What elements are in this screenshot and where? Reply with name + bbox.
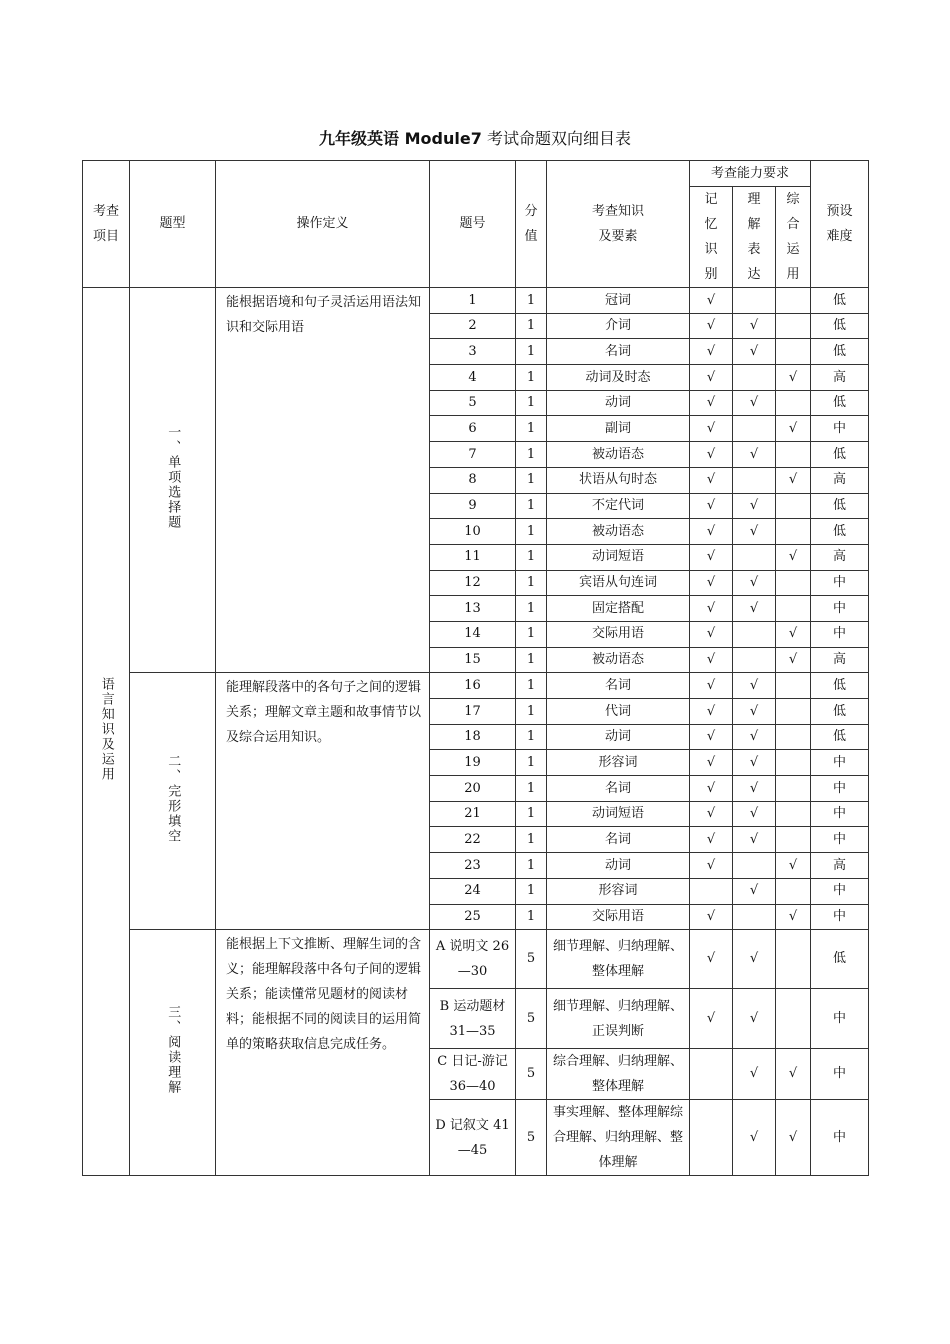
check-memory bbox=[690, 878, 733, 904]
check-apply bbox=[776, 724, 811, 750]
question-number: 18 bbox=[430, 724, 516, 750]
difficulty-value: 中 bbox=[811, 827, 869, 853]
difficulty-value: 中 bbox=[811, 904, 869, 930]
question-number: 10 bbox=[430, 519, 516, 545]
score-value: 1 bbox=[516, 442, 547, 468]
check-apply bbox=[776, 673, 811, 699]
check-understand: √ bbox=[733, 339, 776, 365]
knowledge-point: 形容词 bbox=[547, 750, 690, 776]
knowledge-point: 细节理解、归纳理解、正误判断 bbox=[547, 989, 690, 1049]
difficulty-value: 中 bbox=[811, 878, 869, 904]
knowledge-point: 名词 bbox=[547, 339, 690, 365]
score-value: 1 bbox=[516, 699, 547, 725]
question-number: 8 bbox=[430, 467, 516, 493]
score-value: 1 bbox=[516, 467, 547, 493]
check-memory: √ bbox=[690, 596, 733, 622]
question-number: 3 bbox=[430, 339, 516, 365]
difficulty-value: 中 bbox=[811, 596, 869, 622]
knowledge-point: 被动语态 bbox=[547, 519, 690, 545]
score-value: 5 bbox=[516, 930, 547, 989]
check-memory: √ bbox=[690, 801, 733, 827]
question-number: B 运动题材 31—35 bbox=[430, 989, 516, 1049]
question-number: 1 bbox=[430, 288, 516, 314]
check-understand: √ bbox=[733, 1049, 776, 1100]
check-memory: √ bbox=[690, 724, 733, 750]
knowledge-point: 交际用语 bbox=[547, 904, 690, 930]
check-apply bbox=[776, 989, 811, 1049]
check-memory: √ bbox=[690, 416, 733, 442]
check-understand bbox=[733, 365, 776, 391]
knowledge-point: 动词及时态 bbox=[547, 365, 690, 391]
knowledge-point: 名词 bbox=[547, 673, 690, 699]
knowledge-point: 综合理解、归纳理解、整体理解 bbox=[547, 1049, 690, 1100]
check-apply bbox=[776, 288, 811, 314]
check-apply bbox=[776, 699, 811, 725]
header-ability: 考查能力要求 bbox=[690, 161, 811, 187]
question-number: D 记叙文 41—45 bbox=[430, 1100, 516, 1176]
difficulty-value: 低 bbox=[811, 699, 869, 725]
check-understand: √ bbox=[733, 442, 776, 468]
knowledge-point: 动词短语 bbox=[547, 544, 690, 570]
category-cell: 语言知识及运用 bbox=[83, 288, 130, 1176]
check-memory: √ bbox=[690, 339, 733, 365]
check-apply: √ bbox=[776, 544, 811, 570]
score-value: 1 bbox=[516, 647, 547, 673]
knowledge-point: 状语从句时态 bbox=[547, 467, 690, 493]
difficulty-value: 低 bbox=[811, 288, 869, 314]
score-value: 1 bbox=[516, 390, 547, 416]
score-value: 1 bbox=[516, 724, 547, 750]
check-memory: √ bbox=[690, 390, 733, 416]
check-apply: √ bbox=[776, 416, 811, 442]
check-memory: √ bbox=[690, 699, 733, 725]
table-row bbox=[83, 930, 869, 989]
difficulty-value: 低 bbox=[811, 390, 869, 416]
check-memory: √ bbox=[690, 776, 733, 802]
check-understand: √ bbox=[733, 313, 776, 339]
check-memory: √ bbox=[690, 827, 733, 853]
difficulty-value: 低 bbox=[811, 313, 869, 339]
check-memory: √ bbox=[690, 989, 733, 1049]
check-memory: √ bbox=[690, 544, 733, 570]
check-apply: √ bbox=[776, 1049, 811, 1100]
score-value: 1 bbox=[516, 519, 547, 545]
check-apply bbox=[776, 519, 811, 545]
knowledge-point: 被动语态 bbox=[547, 647, 690, 673]
knowledge-point: 动词 bbox=[547, 390, 690, 416]
knowledge-point: 不定代词 bbox=[547, 493, 690, 519]
knowledge-point: 动词短语 bbox=[547, 801, 690, 827]
header-qnum: 题号 bbox=[430, 161, 516, 288]
knowledge-point: 宾语从句连词 bbox=[547, 570, 690, 596]
page-title bbox=[0, 126, 950, 149]
difficulty-value: 中 bbox=[811, 750, 869, 776]
check-memory: √ bbox=[690, 570, 733, 596]
check-understand: √ bbox=[733, 390, 776, 416]
question-number: 12 bbox=[430, 570, 516, 596]
score-value: 1 bbox=[516, 570, 547, 596]
check-apply bbox=[776, 339, 811, 365]
check-understand bbox=[733, 853, 776, 879]
difficulty-value: 中 bbox=[811, 1049, 869, 1100]
check-memory: √ bbox=[690, 365, 733, 391]
check-memory: √ bbox=[690, 750, 733, 776]
difficulty-value: 低 bbox=[811, 442, 869, 468]
score-value: 1 bbox=[516, 416, 547, 442]
difficulty-value: 中 bbox=[811, 570, 869, 596]
check-apply bbox=[776, 570, 811, 596]
knowledge-point: 名词 bbox=[547, 776, 690, 802]
check-apply: √ bbox=[776, 647, 811, 673]
knowledge-point: 形容词 bbox=[547, 878, 690, 904]
check-memory: √ bbox=[690, 621, 733, 647]
check-memory: √ bbox=[690, 930, 733, 989]
question-number: A 说明文 26—30 bbox=[430, 930, 516, 989]
difficulty-value: 中 bbox=[811, 776, 869, 802]
check-apply: √ bbox=[776, 853, 811, 879]
check-memory: √ bbox=[690, 493, 733, 519]
question-number: 25 bbox=[430, 904, 516, 930]
check-memory: √ bbox=[690, 313, 733, 339]
difficulty-value: 低 bbox=[811, 519, 869, 545]
question-number: 20 bbox=[430, 776, 516, 802]
check-apply bbox=[776, 390, 811, 416]
score-value: 5 bbox=[516, 1049, 547, 1100]
knowledge-point: 被动语态 bbox=[547, 442, 690, 468]
question-number: 19 bbox=[430, 750, 516, 776]
difficulty-value: 低 bbox=[811, 673, 869, 699]
check-understand: √ bbox=[733, 989, 776, 1049]
check-apply bbox=[776, 442, 811, 468]
check-understand bbox=[733, 288, 776, 314]
check-understand bbox=[733, 647, 776, 673]
header-item: 考查项目 bbox=[83, 161, 130, 288]
check-apply: √ bbox=[776, 365, 811, 391]
check-understand: √ bbox=[733, 596, 776, 622]
question-number: C 日记-游记 36—40 bbox=[430, 1049, 516, 1100]
question-number: 5 bbox=[430, 390, 516, 416]
knowledge-point: 代词 bbox=[547, 699, 690, 725]
check-memory: √ bbox=[690, 442, 733, 468]
question-number: 4 bbox=[430, 365, 516, 391]
check-understand: √ bbox=[733, 930, 776, 989]
check-understand: √ bbox=[733, 878, 776, 904]
difficulty-value: 高 bbox=[811, 647, 869, 673]
check-understand: √ bbox=[733, 570, 776, 596]
knowledge-point: 交际用语 bbox=[547, 621, 690, 647]
check-understand bbox=[733, 904, 776, 930]
difficulty-value: 中 bbox=[811, 1100, 869, 1176]
knowledge-point: 冠词 bbox=[547, 288, 690, 314]
question-number: 14 bbox=[430, 621, 516, 647]
difficulty-value: 中 bbox=[811, 989, 869, 1049]
question-number: 13 bbox=[430, 596, 516, 622]
check-apply bbox=[776, 313, 811, 339]
question-number: 9 bbox=[430, 493, 516, 519]
knowledge-point: 动词 bbox=[547, 724, 690, 750]
difficulty-value: 中 bbox=[811, 621, 869, 647]
knowledge-point: 名词 bbox=[547, 827, 690, 853]
score-value: 1 bbox=[516, 801, 547, 827]
check-apply bbox=[776, 827, 811, 853]
check-understand bbox=[733, 467, 776, 493]
section-type: 三、阅读理解 bbox=[130, 930, 216, 1176]
difficulty-value: 高 bbox=[811, 544, 869, 570]
check-understand: √ bbox=[733, 1100, 776, 1176]
score-value: 1 bbox=[516, 750, 547, 776]
difficulty-value: 高 bbox=[811, 365, 869, 391]
check-understand: √ bbox=[733, 750, 776, 776]
header-score: 分值 bbox=[516, 161, 547, 288]
knowledge-point: 介词 bbox=[547, 313, 690, 339]
question-number: 22 bbox=[430, 827, 516, 853]
score-value: 1 bbox=[516, 313, 547, 339]
check-understand: √ bbox=[733, 827, 776, 853]
score-value: 1 bbox=[516, 544, 547, 570]
score-value: 1 bbox=[516, 596, 547, 622]
knowledge-point: 细节理解、归纳理解、整体理解 bbox=[547, 930, 690, 989]
difficulty-value: 中 bbox=[811, 416, 869, 442]
score-value: 5 bbox=[516, 1100, 547, 1176]
score-value: 1 bbox=[516, 853, 547, 879]
question-number: 17 bbox=[430, 699, 516, 725]
score-value: 1 bbox=[516, 673, 547, 699]
table-row bbox=[83, 288, 869, 314]
question-number: 21 bbox=[430, 801, 516, 827]
check-understand: √ bbox=[733, 776, 776, 802]
title-rest: 考试命题双向细目表 bbox=[486, 129, 631, 148]
check-understand bbox=[733, 544, 776, 570]
difficulty-value: 低 bbox=[811, 724, 869, 750]
header-knowledge: 考查知识及要素 bbox=[547, 161, 690, 288]
check-memory: √ bbox=[690, 673, 733, 699]
knowledge-point: 动词 bbox=[547, 853, 690, 879]
check-apply bbox=[776, 750, 811, 776]
check-memory: √ bbox=[690, 904, 733, 930]
check-apply bbox=[776, 776, 811, 802]
header-understand: 理解表达 bbox=[733, 187, 776, 288]
score-value: 1 bbox=[516, 339, 547, 365]
check-memory: √ bbox=[690, 647, 733, 673]
check-understand: √ bbox=[733, 699, 776, 725]
score-value: 1 bbox=[516, 365, 547, 391]
question-number: 11 bbox=[430, 544, 516, 570]
check-memory: √ bbox=[690, 853, 733, 879]
section-definition: 能根据语境和句子灵活运用语法知识和交际用语 bbox=[216, 288, 430, 673]
check-apply bbox=[776, 930, 811, 989]
difficulty-value: 低 bbox=[811, 339, 869, 365]
question-number: 6 bbox=[430, 416, 516, 442]
score-value: 1 bbox=[516, 493, 547, 519]
question-number: 24 bbox=[430, 878, 516, 904]
header-apply: 综合运用 bbox=[776, 187, 811, 288]
question-number: 7 bbox=[430, 442, 516, 468]
check-memory bbox=[690, 1049, 733, 1100]
check-understand: √ bbox=[733, 519, 776, 545]
difficulty-value: 低 bbox=[811, 493, 869, 519]
difficulty-value: 高 bbox=[811, 467, 869, 493]
check-understand: √ bbox=[733, 801, 776, 827]
question-number: 16 bbox=[430, 673, 516, 699]
section-type: 一、单项选择题 bbox=[130, 288, 216, 673]
table-row bbox=[83, 673, 869, 699]
check-understand: √ bbox=[733, 493, 776, 519]
check-understand bbox=[733, 621, 776, 647]
score-value: 1 bbox=[516, 621, 547, 647]
score-value: 1 bbox=[516, 878, 547, 904]
check-memory: √ bbox=[690, 519, 733, 545]
header-difficulty: 预设难度 bbox=[811, 161, 869, 288]
section-definition: 能根据上下文推断、理解生词的含义；能理解段落中各句子间的逻辑关系；能读懂常见题材的阅读材料；能根据不同的阅读目的运用简单的策略获取信息完成任务。 bbox=[216, 930, 430, 1176]
check-understand: √ bbox=[733, 724, 776, 750]
check-apply: √ bbox=[776, 467, 811, 493]
knowledge-point: 副词 bbox=[547, 416, 690, 442]
header-definition: 操作定义 bbox=[216, 161, 430, 288]
score-value: 1 bbox=[516, 904, 547, 930]
question-number: 2 bbox=[430, 313, 516, 339]
question-number: 15 bbox=[430, 647, 516, 673]
difficulty-value: 高 bbox=[811, 853, 869, 879]
score-value: 5 bbox=[516, 989, 547, 1049]
check-apply: √ bbox=[776, 1100, 811, 1176]
check-memory: √ bbox=[690, 288, 733, 314]
check-apply: √ bbox=[776, 904, 811, 930]
section-definition: 能理解段落中的各句子之间的逻辑关系；理解文章主题和故事情节以及综合运用知识。 bbox=[216, 673, 430, 930]
title-bold: 九年级英语 Module7 bbox=[319, 129, 482, 148]
check-apply bbox=[776, 878, 811, 904]
check-apply: √ bbox=[776, 621, 811, 647]
check-understand bbox=[733, 416, 776, 442]
knowledge-point: 事实理解、整体理解综合理解、归纳理解、整体理解 bbox=[547, 1100, 690, 1176]
check-memory bbox=[690, 1100, 733, 1176]
check-apply bbox=[776, 493, 811, 519]
question-number: 23 bbox=[430, 853, 516, 879]
knowledge-point: 固定搭配 bbox=[547, 596, 690, 622]
header-memory: 记忆识别 bbox=[690, 187, 733, 288]
score-value: 1 bbox=[516, 827, 547, 853]
header-type: 题型 bbox=[130, 161, 216, 288]
section-type: 二、完形填空 bbox=[130, 673, 216, 930]
check-memory: √ bbox=[690, 467, 733, 493]
score-value: 1 bbox=[516, 776, 547, 802]
check-apply bbox=[776, 596, 811, 622]
spec-table bbox=[82, 160, 869, 1176]
score-value: 1 bbox=[516, 288, 547, 314]
difficulty-value: 低 bbox=[811, 930, 869, 989]
check-apply bbox=[776, 801, 811, 827]
difficulty-value: 中 bbox=[811, 801, 869, 827]
check-understand: √ bbox=[733, 673, 776, 699]
